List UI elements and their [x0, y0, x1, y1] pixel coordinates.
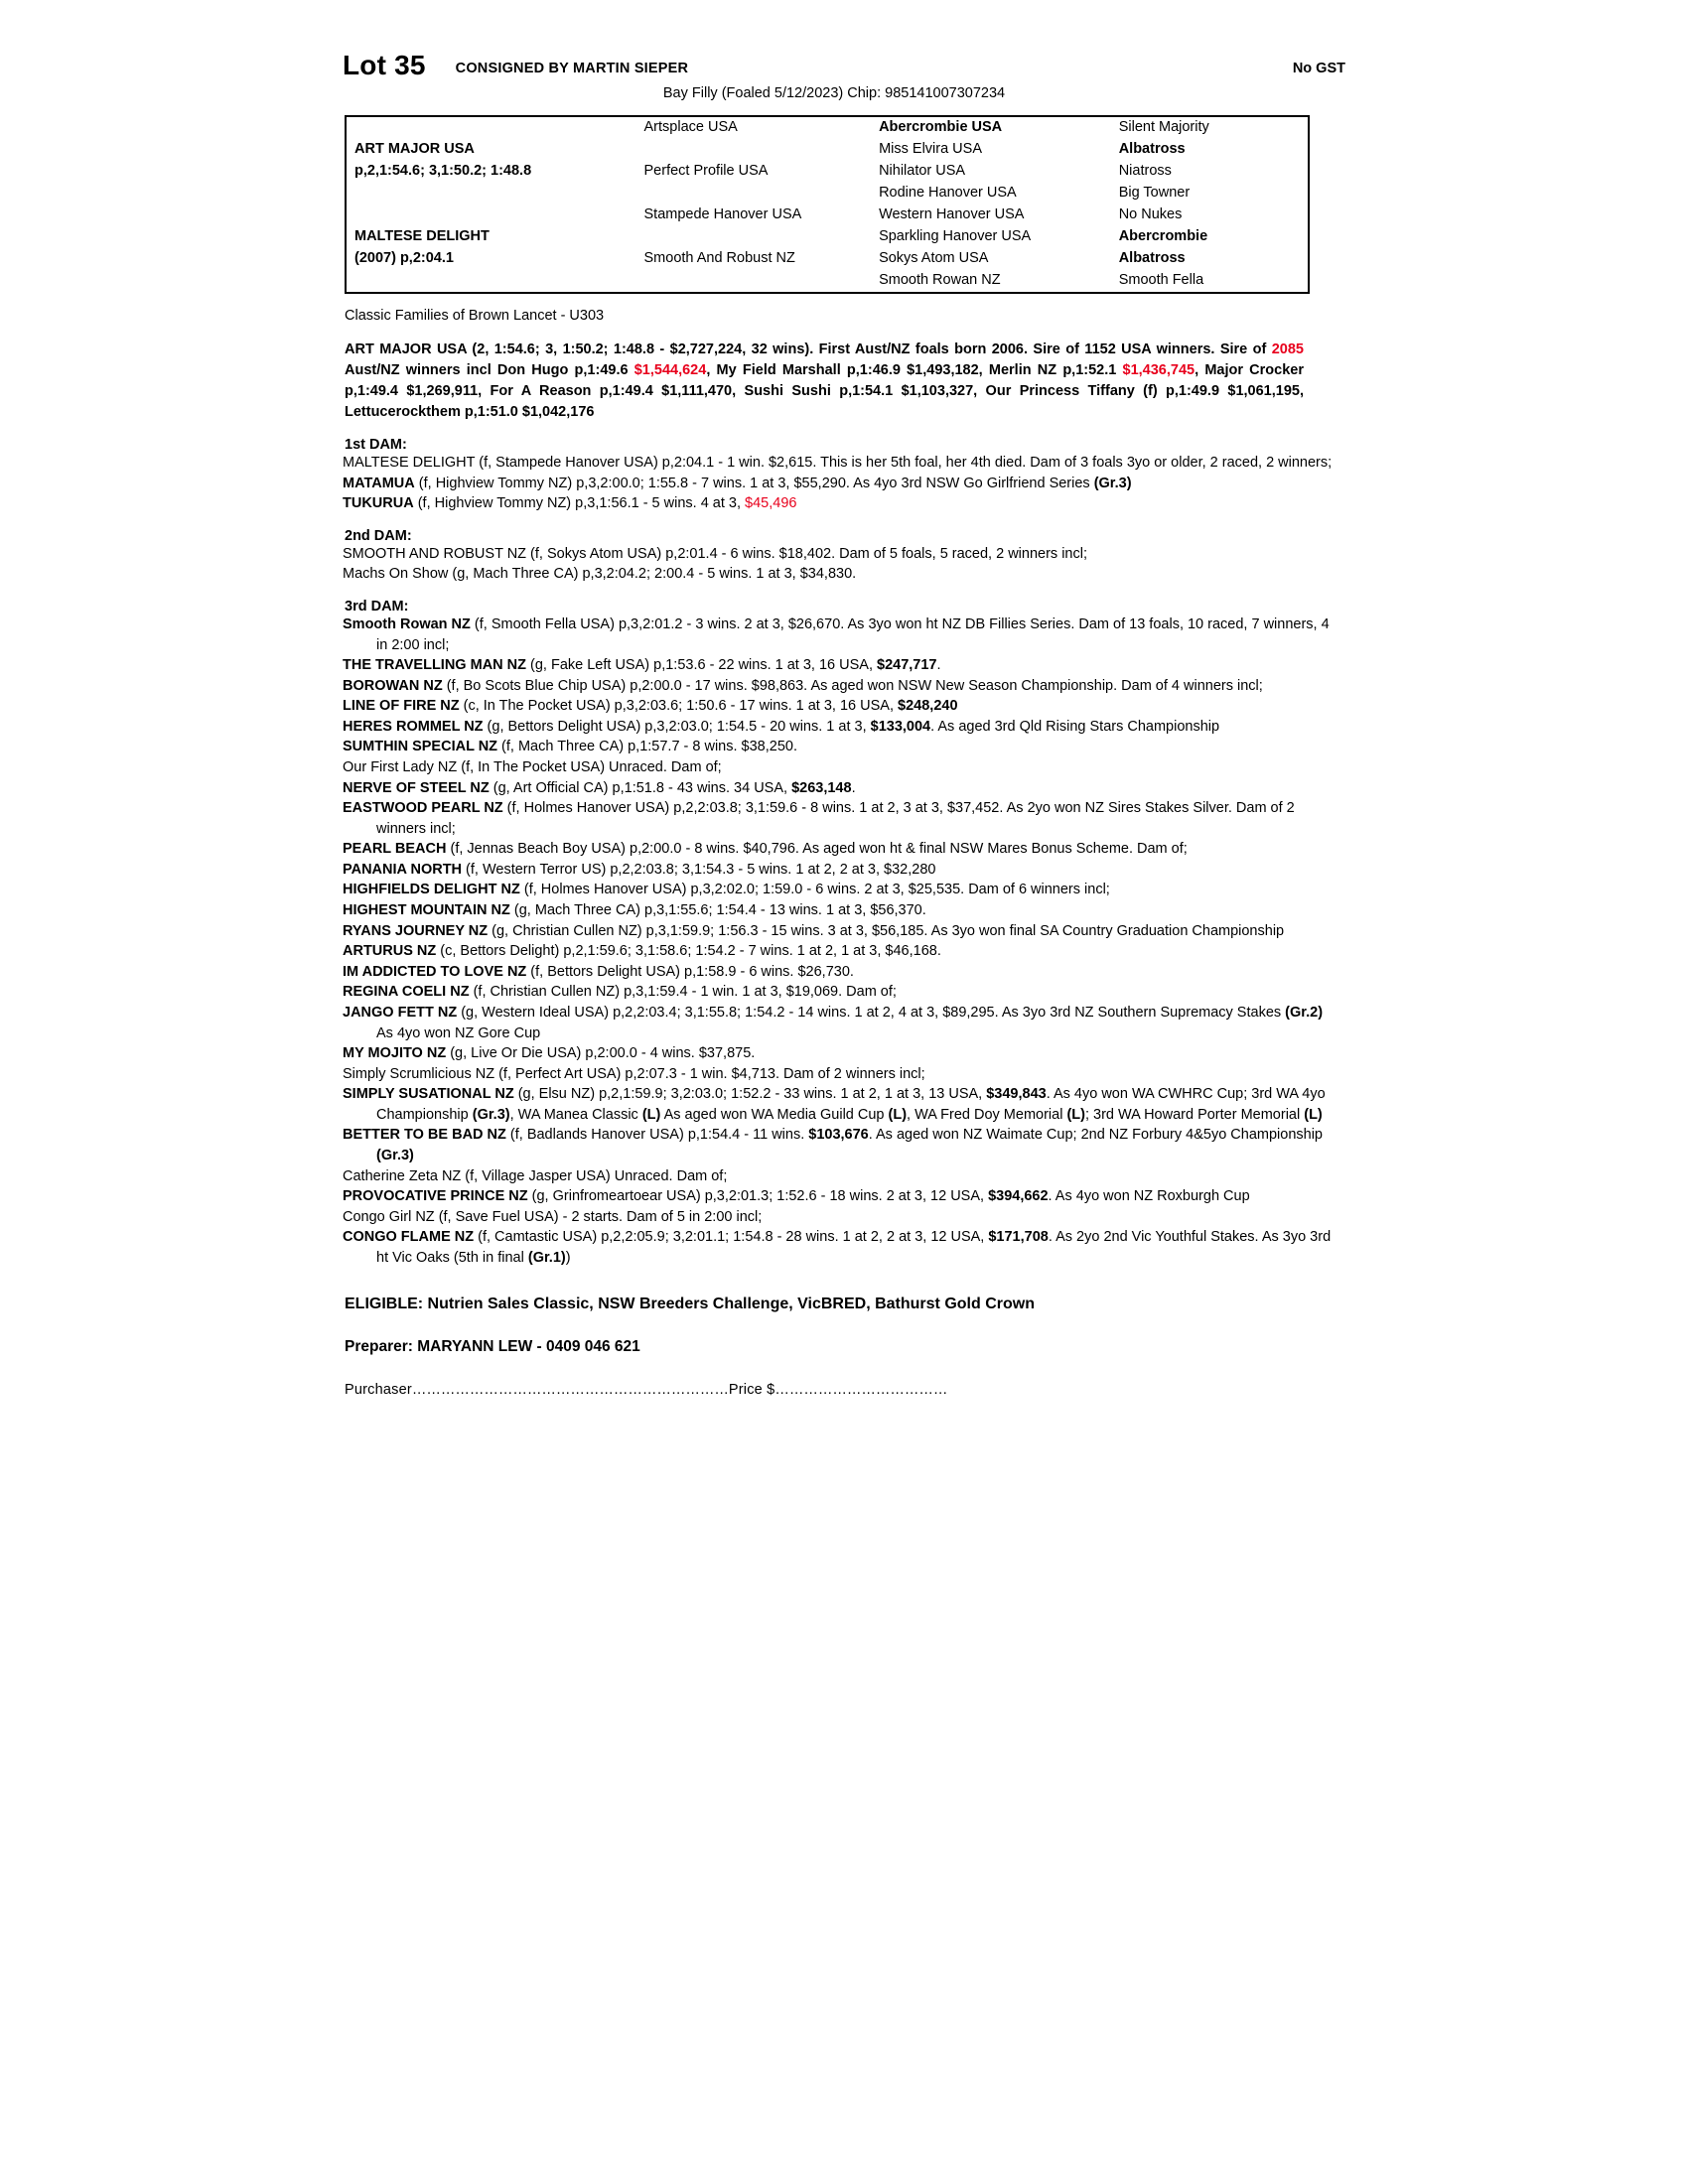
third-dam-line: [343, 717, 1336, 738]
progeny-detail: (f, Western Terror US) p,2,2:03.8; 3,1:54.3 - 5 wins. 1 at 2, 2 at 3, $32,280: [462, 861, 936, 878]
pedigree-cell-generation-1: MALTESE DELIGHT: [354, 228, 490, 244]
pedigree-cell-generation-2: [636, 226, 872, 248]
progeny-name: (Gr.1): [527, 1249, 566, 1266]
progeny-name: HIGHEST MOUNTAIN NZ: [343, 902, 510, 919]
progeny-name: (Gr.3): [472, 1106, 510, 1123]
progeny-name: (Gr.3): [376, 1147, 414, 1163]
progeny-name: BETTER TO BE BAD NZ: [343, 1127, 506, 1144]
progeny-name: (L): [1304, 1106, 1323, 1123]
progeny-name: CONGO FLAME NZ: [343, 1229, 475, 1246]
pedigree-cell-generation-3: Abercrombie USA: [879, 119, 1003, 135]
family-line: Classic Families of Brown Lancet - U303: [345, 308, 605, 324]
second-dam-heading: 2nd DAM:: [345, 527, 412, 544]
third-dam-line: [343, 1064, 1302, 1085]
progeny-detail: MALTESE DELIGHT: [343, 455, 476, 472]
progeny-name: (Gr.3): [1093, 475, 1132, 491]
progeny-detail: (c, In The Pocket USA) p,3,2:03.6; 1:50.6 - 17 wins. 1 at 3, 16 USA,: [459, 698, 899, 715]
progeny-name: JANGO FETT NZ: [343, 1004, 458, 1021]
progeny-detail: (f, Stampede Hanover USA) p,2:04.1 - 1 win. $2,615. This is her 5th foal, her 4th died. Dam of 3 foals 3yo or older, 2 raced, 2 winners;: [475, 455, 1333, 472]
progeny-detail: , WA Fred Doy Memorial: [907, 1106, 1067, 1123]
progeny-detail: (f, Sokys Atom USA) p,2:01.4 - 6 wins. $18,402. Dam of 5 foals, 5 raced, 2 winners incl;: [526, 545, 1087, 562]
price-dots-2: …………: [890, 1381, 948, 1398]
progeny-name: MY MOJITO NZ: [343, 1045, 447, 1062]
progeny-detail: Our First Lady NZ (f, In The Pocket USA) Unraced. Dam of;: [343, 759, 722, 775]
pedigree-row: [347, 139, 1308, 161]
progeny-detail: (g, Live Or Die USA) p,2:00.0 - 4 wins. $37,875.: [446, 1045, 756, 1062]
pedigree-cell-generation-1: (2007) p,2:04.1: [354, 250, 454, 266]
pedigree-row: [347, 161, 1308, 183]
third-dam-line: [343, 982, 1336, 1003]
pedigree-cell-generation-4: Big Towner: [1118, 185, 1191, 201]
second-dam-line: [343, 564, 1302, 585]
progeny-name: PROVOCATIVE PRINCE NZ: [343, 1188, 528, 1205]
third-dam-line: [343, 655, 1336, 676]
progeny-name: PANANIA NORTH: [343, 861, 463, 878]
progeny-name: REGINA COELI NZ: [343, 984, 470, 1001]
lot-number: Lot 35: [343, 50, 426, 80]
price-dots: ……………………: [774, 1381, 891, 1398]
progeny-detail: . As 4yo won WA CWHRC Cup; 3rd WA 4yo Championship: [376, 1086, 1326, 1123]
progeny-detail: . As 4yo won NZ Roxburgh Cup: [1048, 1188, 1250, 1205]
second-dam-line: [343, 544, 1336, 565]
page-header: [343, 40, 1345, 79]
pedigree-cell-generation-1: ART MAJOR USA: [354, 141, 475, 157]
progeny-detail: (g, Elsu NZ) p,2,1:59.9; 3,2:03.0; 1:52.2 - 33 wins. 1 at 2, 1 at 3, 13 USA,: [513, 1086, 987, 1103]
horse-description: Bay Filly (Foaled 5/12/2023) Chip: 985141007307234: [662, 85, 1006, 101]
pedigree-cell-generation-1: [347, 117, 636, 139]
pedigree-cell-generation-2: Stampede Hanover USA: [643, 206, 802, 222]
progeny-name: (L): [641, 1106, 661, 1123]
pedigree-cell-generation-1: p,2,1:54.6; 3,1:50.2; 1:48.8: [354, 163, 532, 179]
gst-label: No GST: [1292, 61, 1345, 76]
third-dam-line: [343, 798, 1336, 839]
pedigree-cell-generation-3: Nihilator USA: [879, 163, 966, 179]
sire-stat-highlight: $1,544,624: [633, 362, 707, 379]
third-dam-line: [343, 696, 1336, 717]
third-dam-line: [343, 1186, 1336, 1207]
pedigree-row: [347, 226, 1308, 248]
progeny-detail: (f, Holmes Hanover USA) p,3,2:02.0; 1:59.0 - 6 wins. 2 at 3, $25,535. Dam of 6 winners incl;: [519, 882, 1110, 898]
progeny-detail: (g, Mach Three CA) p,3,1:55.6; 1:54.4 - 13 wins. 1 at 3, $56,370.: [509, 902, 926, 919]
pedigree-table-wrapper: [345, 115, 1310, 294]
pedigree-cell-generation-2: Perfect Profile USA: [643, 163, 769, 179]
progeny-name: SIMPLY SUSATIONAL NZ: [343, 1086, 514, 1103]
progeny-detail: . As 2yo 2nd Vic Youthful Stakes. As 3yo 3rd ht Vic Oaks (5th in final: [376, 1229, 1332, 1266]
first-dam-heading: 1st DAM:: [345, 437, 407, 454]
pedigree-cell-generation-4: Albatross: [1118, 250, 1186, 266]
first-dam-lines: [343, 453, 1345, 514]
progeny-name: ARTURUS NZ: [343, 943, 437, 960]
third-dam-line: [343, 676, 1336, 697]
third-dam-line: [343, 941, 1336, 962]
progeny-name: $349,843: [986, 1086, 1047, 1103]
progeny-name: $171,708: [988, 1229, 1049, 1246]
pedigree-row: [347, 205, 1308, 226]
third-dam-line: [343, 921, 1336, 942]
progeny-detail: Congo Girl NZ (f, Save Fuel USA) - 2 starts. Dam of 5 in 2:00 incl;: [343, 1208, 763, 1225]
progeny-detail: . As aged 3rd Qld Rising Stars Championship: [930, 718, 1220, 735]
progeny-detail: (f, Smooth Fella USA) p,3,2:01.2 - 3 wins. 2 at 3, $26,670. As 3yo won ht NZ DB Fillies Series. Dam of 13 foals, 10 raced, 7 winners, 4 in 2:00 incl;: [376, 615, 1330, 653]
sire-stat-text: ART MAJOR USA (2, 1:54.6; 3, 1:50.2; 1:48.8 - $2,727,224, 32 wins). First Aust/NZ foals born 2006. Sire of 1152 USA winners. Sire of: [345, 341, 1272, 357]
pedigree-cell-generation-3: Western Hanover USA: [879, 206, 1025, 222]
progeny-detail: ): [565, 1249, 571, 1266]
progeny-detail: (f, Badlands Hanover USA) p,1:54.4 - 11 wins.: [505, 1127, 809, 1144]
pedigree-cell-generation-3: Sparkling Hanover USA: [879, 228, 1032, 244]
pedigree-row: [347, 117, 1308, 139]
progeny-detail: (f, Bettors Delight USA) p,1:58.9 - 6 wins. $26,730.: [526, 963, 854, 980]
progeny-detail: (c, Bettors Delight) p,2,1:59.6; 3,1:58.6; 1:54.2 - 7 wins. 1 at 2, 1 at 3, $46,168.: [436, 943, 941, 960]
progeny-name: Smooth Rowan NZ: [343, 615, 471, 632]
third-dam-line: [343, 614, 1336, 655]
third-dam-line: [343, 962, 1336, 983]
progeny-detail: (g, Fake Left USA) p,1:53.6 - 22 wins. 1 at 3, 16 USA,: [526, 657, 878, 674]
progeny-detail: (g, Western Ideal USA) p,2,2:03.4; 3,1:55.8; 1:54.2 - 14 wins. 1 at 2, 4 at 3, $89,295. As 3yo 3rd NZ Southern Supremacy Stakes: [457, 1004, 1286, 1021]
purchaser-label: Purchaser: [345, 1381, 412, 1398]
pedigree-row: [347, 183, 1308, 205]
first-dam-line: [343, 474, 1336, 494]
progeny-detail: (g, Grinfromeartoear USA) p,3,2:01.3; 1:52.6 - 18 wins. 2 at 3, 12 USA,: [527, 1188, 989, 1205]
progeny-name: $133,004: [870, 718, 931, 735]
pedigree-cell-generation-2: Artsplace USA: [643, 119, 738, 135]
first-dam-line: [343, 453, 1336, 474]
third-dam-line: [343, 757, 1336, 778]
third-dam-line: [343, 778, 1336, 799]
progeny-name: EASTWOOD PEARL NZ: [343, 800, 503, 817]
progeny-detail: (f, Christian Cullen NZ) p,3,1:59.4 - 1 win. 1 at 3, $19,069. Dam of;: [469, 984, 897, 1001]
progeny-name: BOROWAN NZ: [343, 677, 443, 694]
third-dam-line: [343, 1166, 1302, 1187]
progeny-name: HERES ROMMEL NZ: [343, 718, 484, 735]
pedigree-cell-generation-4: Niatross: [1118, 163, 1172, 179]
earnings-highlight: $45,496: [745, 495, 797, 512]
pedigree-row: [347, 248, 1308, 270]
progeny-detail: . As aged won NZ Waimate Cup; 2nd NZ Forbury 4&5yo Championship: [868, 1127, 1323, 1144]
pedigree-cell-generation-1: [347, 205, 636, 226]
pedigree-cell-generation-3: Rodine Hanover USA: [879, 185, 1017, 201]
progeny-name: (L): [888, 1106, 908, 1123]
progeny-detail: Catherine Zeta NZ (f, Village Jasper USA) Unraced. Dam of;: [343, 1167, 728, 1184]
first-dam-line: [343, 493, 1336, 514]
preparer-note: Preparer: MARYANN LEW - 0409 046 621: [345, 1337, 640, 1355]
progeny-detail: (f, Holmes Hanover USA) p,2,2:03.8; 3,1:59.6 - 8 wins. 1 at 2, 3 at 3, $37,452. As 2yo won NZ Sires Stakes Silver. Dam of 2 winners incl;: [376, 800, 1295, 837]
sire-stat-highlight: $1,436,745: [1122, 362, 1196, 379]
progeny-name: IM ADDICTED TO LOVE NZ: [343, 963, 527, 980]
pedigree-cell-generation-2: [636, 183, 872, 205]
progeny-name: PEARL BEACH: [343, 841, 447, 858]
third-dam-line: [343, 1227, 1336, 1268]
progeny-name: RYANS JOURNEY NZ: [343, 922, 489, 939]
progeny-name: $394,662: [988, 1188, 1049, 1205]
progeny-detail: ; 3rd WA Howard Porter Memorial: [1084, 1106, 1305, 1123]
progeny-name: MATAMUA: [343, 475, 415, 491]
sire-stat-text: , Major Crocker p,1:49.4 $1,269,911, For A Reason p,1:49.4 $1,111,470, Sushi Sushi p,1:54.1 $1,103,327, Our Princess Tiffany (f) p,1:49.9 $1,061,195, Lettucerockthem p,1:51.0 $1,042,176: [345, 362, 1304, 421]
second-dam-lines: [343, 544, 1345, 585]
pedigree-cell-generation-3: Miss Elvira USA: [879, 141, 982, 157]
progeny-name: TUKURUA: [343, 495, 414, 512]
third-dam-line: [343, 860, 1336, 881]
pedigree-cell-generation-2: [636, 139, 872, 161]
progeny-detail: .: [936, 657, 941, 674]
progeny-detail: (g, Christian Cullen NZ) p,3,1:59.9; 1:56.3 - 15 wins. 3 at 3, $56,185. As 3yo won final SA Country Graduation Championship: [488, 922, 1285, 939]
progeny-detail: Machs On Show (g, Mach Three CA) p,3,2:04.2; 2:00.4 - 5 wins. 1 at 3, $34,830.: [343, 566, 857, 583]
third-dam-line: [343, 1125, 1336, 1165]
pedigree-cell-generation-4: Silent Majority: [1118, 119, 1209, 135]
consignor-label: CONSIGNED BY MARTIN SIEPER: [455, 61, 689, 76]
progeny-name: $247,717: [877, 657, 937, 674]
progeny-name: $248,240: [898, 698, 958, 715]
third-dam-line: [343, 1003, 1336, 1043]
progeny-detail: .: [851, 779, 856, 796]
third-dam-line: [343, 1207, 1302, 1228]
third-dam-line: [343, 900, 1336, 921]
catalogue-sheet: [343, 40, 1345, 1398]
pedigree-cell-generation-3: Smooth Rowan NZ: [879, 272, 1001, 288]
third-dam-line: [343, 737, 1336, 757]
progeny-name: $263,148: [791, 779, 852, 796]
progeny-detail: As aged won WA Media Guild Cup: [660, 1106, 889, 1123]
purchaser-dots: …………………………………………………………: [411, 1381, 729, 1398]
third-dam-line: [343, 1084, 1336, 1125]
progeny-detail: (f, Mach Three CA) p,1:57.7 - 8 wins. $38,250.: [497, 739, 797, 755]
third-dam-line: [343, 839, 1336, 860]
third-dam-line: [343, 1043, 1336, 1064]
progeny-detail: SMOOTH AND ROBUST NZ: [343, 545, 527, 562]
third-dam-line: [343, 880, 1336, 900]
pedigree-table: [347, 117, 1308, 292]
progeny-detail: , WA Manea Classic: [509, 1106, 642, 1123]
progeny-detail: (f, Highview Tommy NZ) p,3,1:56.1 - 5 wins. 4 at 3,: [413, 495, 746, 512]
sire-stat-highlight: 2085: [1271, 341, 1304, 357]
pedigree-cell-generation-4: Smooth Fella: [1118, 272, 1204, 288]
pedigree-cell-generation-1: [347, 270, 636, 292]
progeny-name: (L): [1066, 1106, 1085, 1123]
progeny-name: (Gr.2): [1285, 1004, 1324, 1021]
pedigree-cell-generation-2: Smooth And Robust NZ: [643, 250, 795, 266]
sire-stat-text: Aust/NZ winners incl Don Hugo p,1:49.6: [345, 362, 634, 379]
price-label: Price $: [728, 1381, 775, 1398]
progeny-detail: (f, Bo Scots Blue Chip USA) p,2:00.0 - 17 wins. $98,863. As aged won NSW New Season Championship. Dam of 4 winners incl;: [442, 677, 1263, 694]
third-dam-lines: [343, 614, 1345, 1269]
progeny-name: THE TRAVELLING MAN NZ: [343, 657, 526, 674]
purchaser-line: [345, 1382, 1345, 1398]
pedigree-table-body: [347, 117, 1308, 292]
progeny-name: SUMTHIN SPECIAL NZ: [343, 739, 498, 755]
sire-stat-text: , My Field Marshall p,1:46.9 $1,493,182, Merlin NZ p,1:52.1: [706, 362, 1123, 379]
third-dam-heading: 3rd DAM:: [345, 598, 409, 614]
progeny-detail: (f, Camtastic USA) p,2,2:05.9; 3,2:01.1; 1:54.8 - 28 wins. 1 at 2, 2 at 3, 12 USA,: [474, 1229, 989, 1246]
eligibility-note: ELIGIBLE: Nutrien Sales Classic, NSW Breeders Challenge, VicBRED, Bathurst Gold Crown: [345, 1296, 1035, 1313]
progeny-name: HIGHFIELDS DELIGHT NZ: [343, 882, 520, 898]
progeny-detail: (g, Bettors Delight USA) p,3,2:03.0; 1:54.5 - 20 wins. 1 at 3,: [483, 718, 871, 735]
pedigree-cell-generation-2: [636, 270, 872, 292]
pedigree-cell-generation-4: Abercrombie: [1118, 228, 1208, 244]
progeny-detail: As 4yo won NZ Gore Cup: [376, 1024, 541, 1041]
pedigree-cell-generation-4: No Nukes: [1118, 206, 1183, 222]
pedigree-row: [347, 270, 1308, 292]
progeny-detail: Simply Scrumlicious NZ (f, Perfect Art USA) p,2:07.3 - 1 win. $4,713. Dam of 2 winners incl;: [343, 1065, 925, 1082]
progeny-name: LINE OF FIRE NZ: [343, 698, 460, 715]
progeny-detail: (g, Art Official CA) p,1:51.8 - 43 wins. 34 USA,: [489, 779, 792, 796]
progeny-detail: (f, Highview Tommy NZ) p,3,2:00.0; 1:55.8 - 7 wins. 1 at 3, $55,290. As 4yo 3rd NSW Go Girlfriend Series: [414, 475, 1094, 491]
pedigree-cell-generation-3: Sokys Atom USA: [879, 250, 989, 266]
progeny-name: $103,676: [808, 1127, 869, 1144]
progeny-detail: (f, Jennas Beach Boy USA) p,2:00.0 - 8 wins. $40,796. As aged won ht & final NSW Mares Bonus Scheme. Dam of;: [446, 841, 1188, 858]
progeny-name: NERVE OF STEEL NZ: [343, 779, 490, 796]
pedigree-cell-generation-1: [347, 183, 636, 205]
sire-summary: [345, 340, 1304, 423]
pedigree-cell-generation-4: Albatross: [1118, 141, 1186, 157]
